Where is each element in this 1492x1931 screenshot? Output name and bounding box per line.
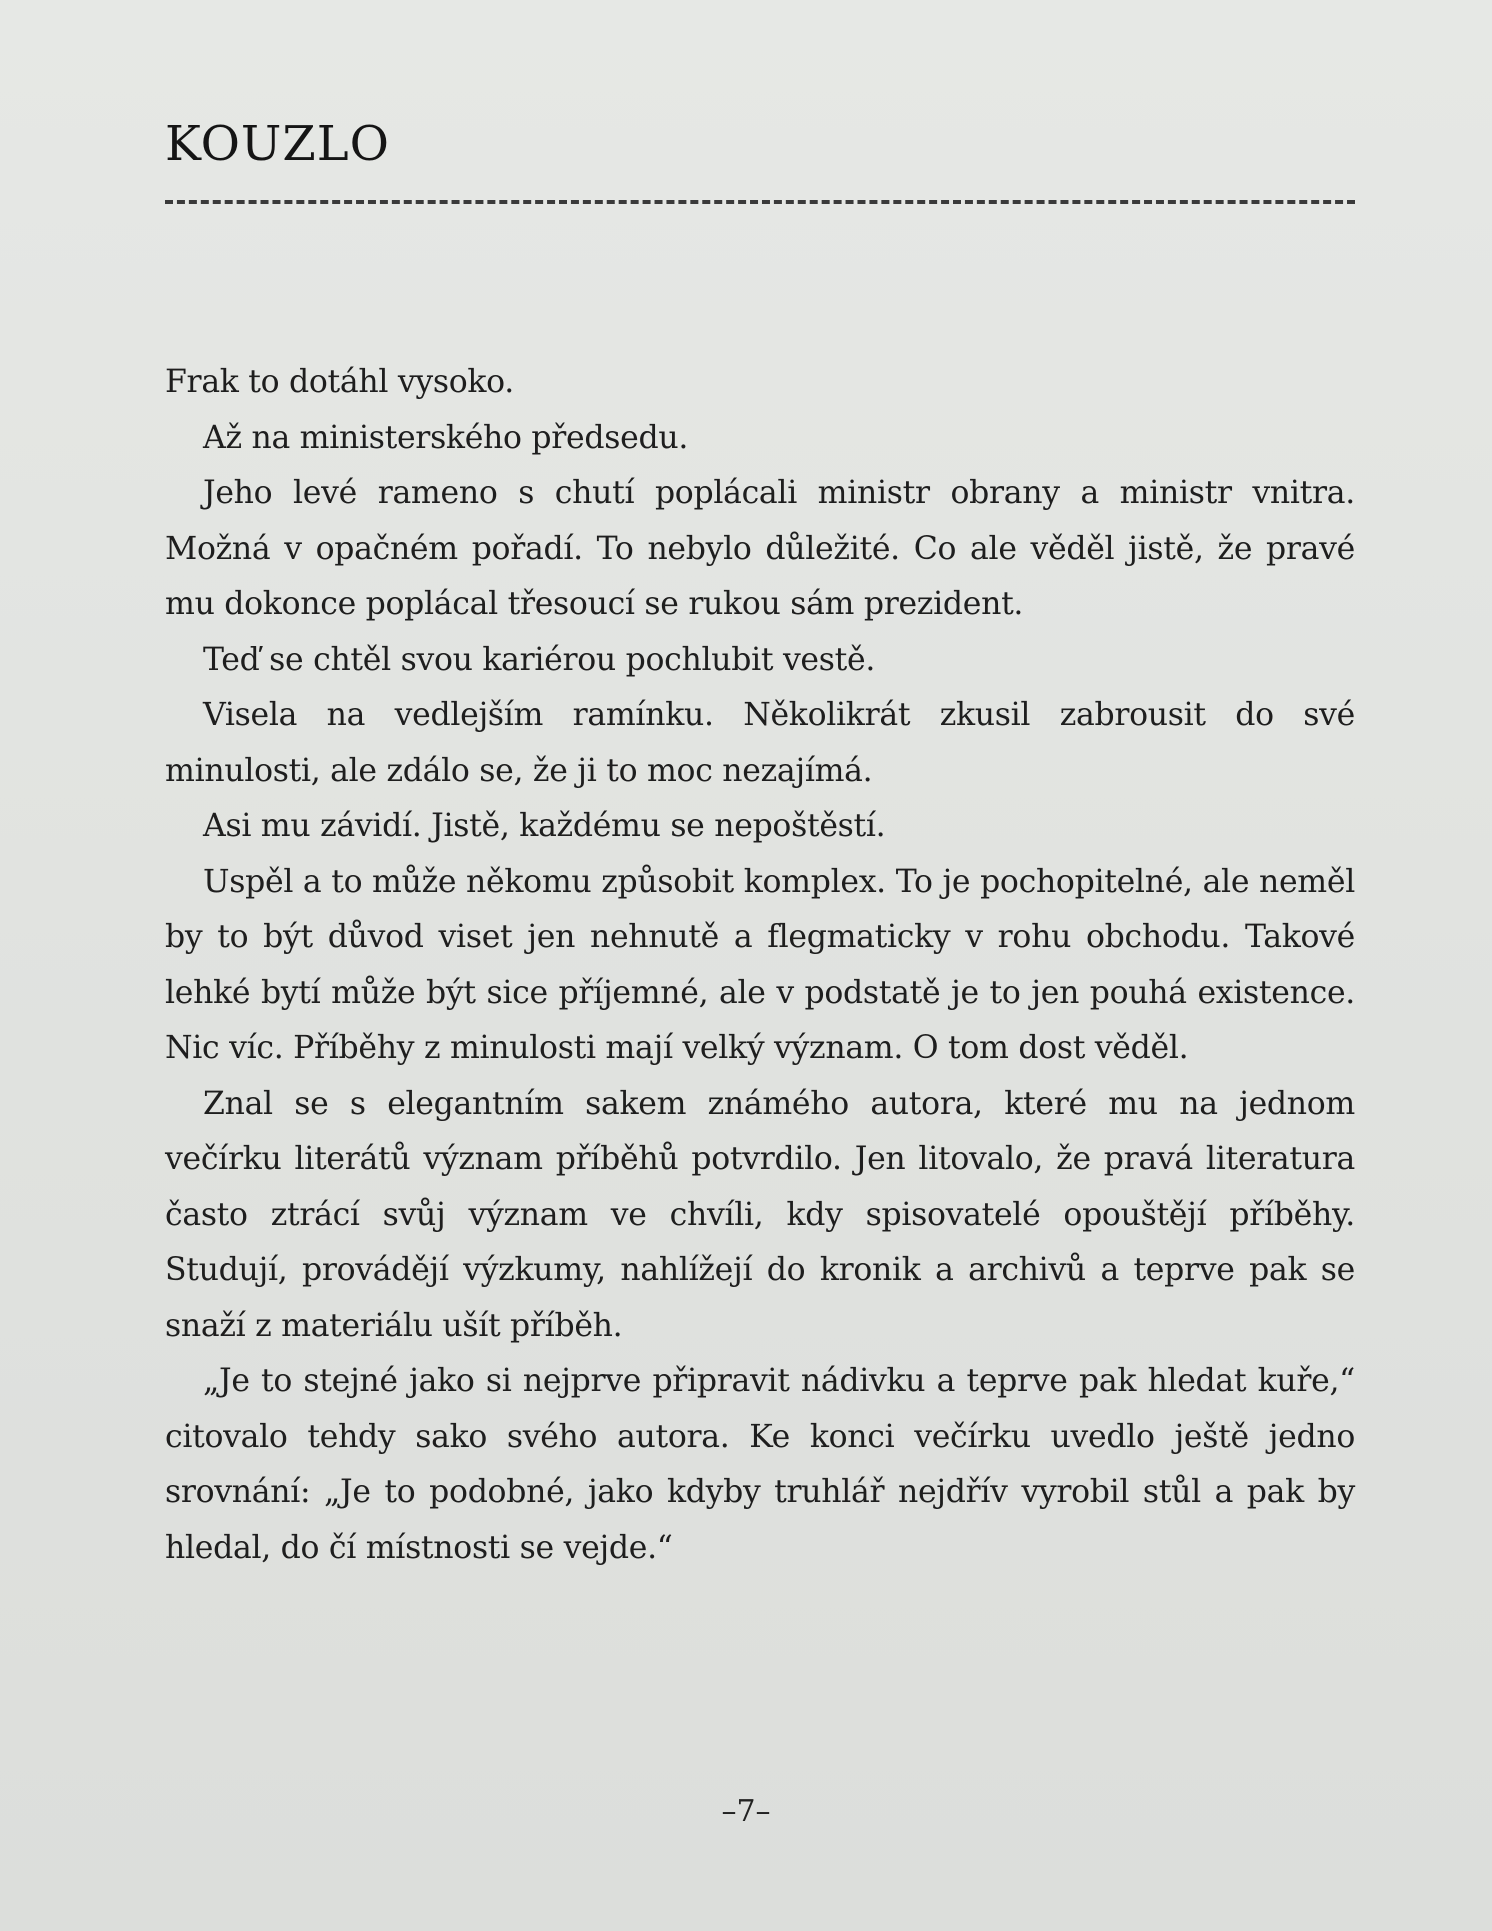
paragraph: Jeho levé rameno s chutí poplácali ministr obrany a ministr vnitra. Možná v opačném pořadí. To nebylo důležité. Co ale věděl jistě, že pravé mu dokonce poplácal třesoucí se rukou sám prezident. <box>165 475 1355 622</box>
page-number: –7– <box>721 1794 771 1829</box>
paragraph: Visela na vedlejším ramínku. Několikrát zkusil zabrousit do své minulosti, ale zdálo se, že ji to moc nezajímá. <box>165 697 1355 789</box>
paragraph: Uspěl a to může někomu způsobit komplex. To je pochopitelné, ale neměl by to být důvod viset jen nehnutě a flegmaticky v rohu obchodu. Takové lehké bytí může být sice příjemné, ale v podstatě je to jen pouhá existence. Nic víc. Příběhy z minulosti mají velký význam. O tom dost věděl. <box>165 863 1355 1066</box>
paragraph: Teď se chtěl svou kariérou pochlubit vestě. <box>203 641 876 678</box>
paragraph: Znal se s elegantním sakem známého autora, které mu na jednom večírku literátů význam příběhů potvrdilo. Jen litovalo, že pravá literatura často ztrácí svůj význam ve chvíli, kdy spisovatelé opouštějí příběhy. Studují, provádějí výzkumy, nahlížejí do kronik a archivů a teprve pak se snaží z materiálu ušít příběh. <box>165 1085 1355 1344</box>
chapter-body <box>165 355 1355 1576</box>
paragraph: Frak to dotáhl vysoko. <box>165 364 515 400</box>
dashed-divider <box>165 200 1355 204</box>
paragraph: Až na ministerského předsedu. <box>203 419 689 456</box>
chapter-title: KOUZLO <box>165 116 390 172</box>
paragraph: „Je to stejné jako si nejprve připravit nádivku a teprve pak hledat kuře,“ citovalo tehdy sako svého autora. Ke konci večírku uvedlo ještě jedno srovnání: „Je to podobné, jako kdyby truhlář nejdřív vyrobil stůl a pak by hledal, do čí místnosti se vejde.“ <box>165 1363 1355 1566</box>
paragraph: Asi mu závidí. Jistě, každému se nepoštěstí. <box>203 808 886 844</box>
